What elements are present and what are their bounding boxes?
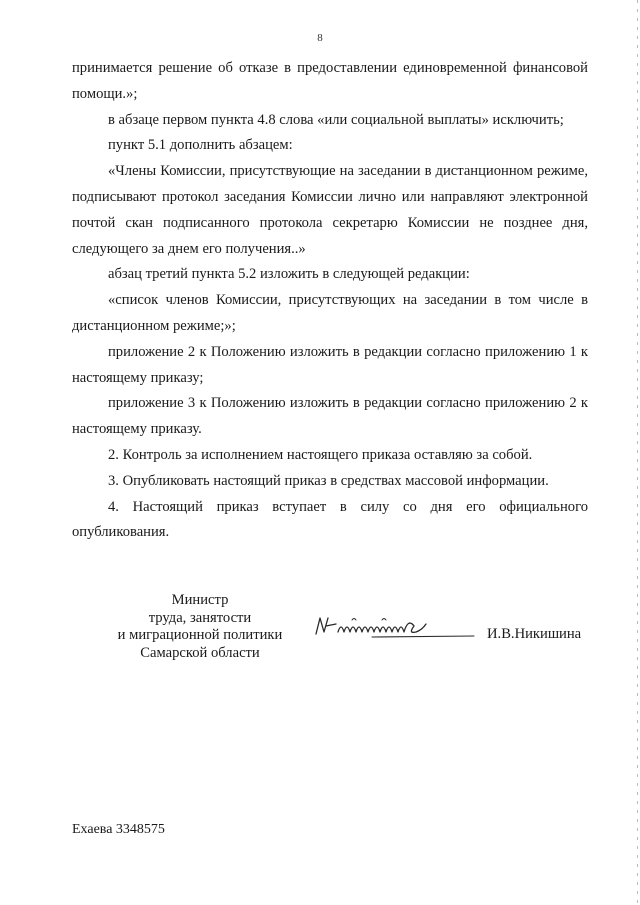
paragraph-6: «список членов Комиссии, присутствующих на заседании в том числе в дистанционном режиме;»;	[72, 292, 588, 334]
paragraph-2: в абзаце первом пункта 4.8 слова «или социальной выплаты» исключить;	[108, 111, 564, 128]
paragraph-3: пункт 5.1 дополнить абзацем:	[108, 137, 293, 154]
paragraph-7: приложение 2 к Положению изложить в редакции согласно приложению 1 к настоящему приказу;	[72, 343, 588, 386]
executor-contact: Ехаева 3348575	[72, 822, 165, 837]
handwritten-signature	[312, 612, 480, 642]
paragraph-1: принимается решение об отказе в предоставлении единовременной финансовой помощи.»;	[72, 60, 588, 102]
paragraph-4: «Члены Комиссии, присутствующие на заседании в дистанционном режиме, подписывают протокол заседания Комиссии лично или направляют электронной почтой скан подписанного протокола секретарю Комиссии не позднее дня, следующего за днем его получения..»	[72, 163, 588, 257]
paragraph-11: 4. Настоящий приказ вступает в силу со дня его официального опубликования.	[72, 498, 588, 541]
page-number: 8	[317, 32, 323, 44]
signer-position-line: труда, занятости	[148, 609, 252, 626]
document-body	[72, 56, 588, 546]
paragraph-10: 3. Опубликовать настоящий приказ в средствах массовой информации.	[108, 472, 549, 489]
signer-name: И.В.Никишина	[487, 626, 582, 642]
signer-position-line: и миграционной политики	[117, 627, 283, 643]
signer-position	[100, 592, 300, 662]
paragraph-9: 2. Контроль за исполнением настоящего приказа оставляю за собой.	[108, 446, 533, 463]
scan-edge-line	[637, 0, 638, 905]
signer-position-line: Самарской области	[140, 644, 260, 661]
paragraph-5: абзац третий пункта 5.2 изложить в следующей редакции:	[108, 266, 470, 283]
paragraph-8: приложение 3 к Положению изложить в редакции согласно приложению 2 к настоящему приказу.	[72, 395, 588, 438]
signer-position-line: Министр	[171, 592, 229, 608]
